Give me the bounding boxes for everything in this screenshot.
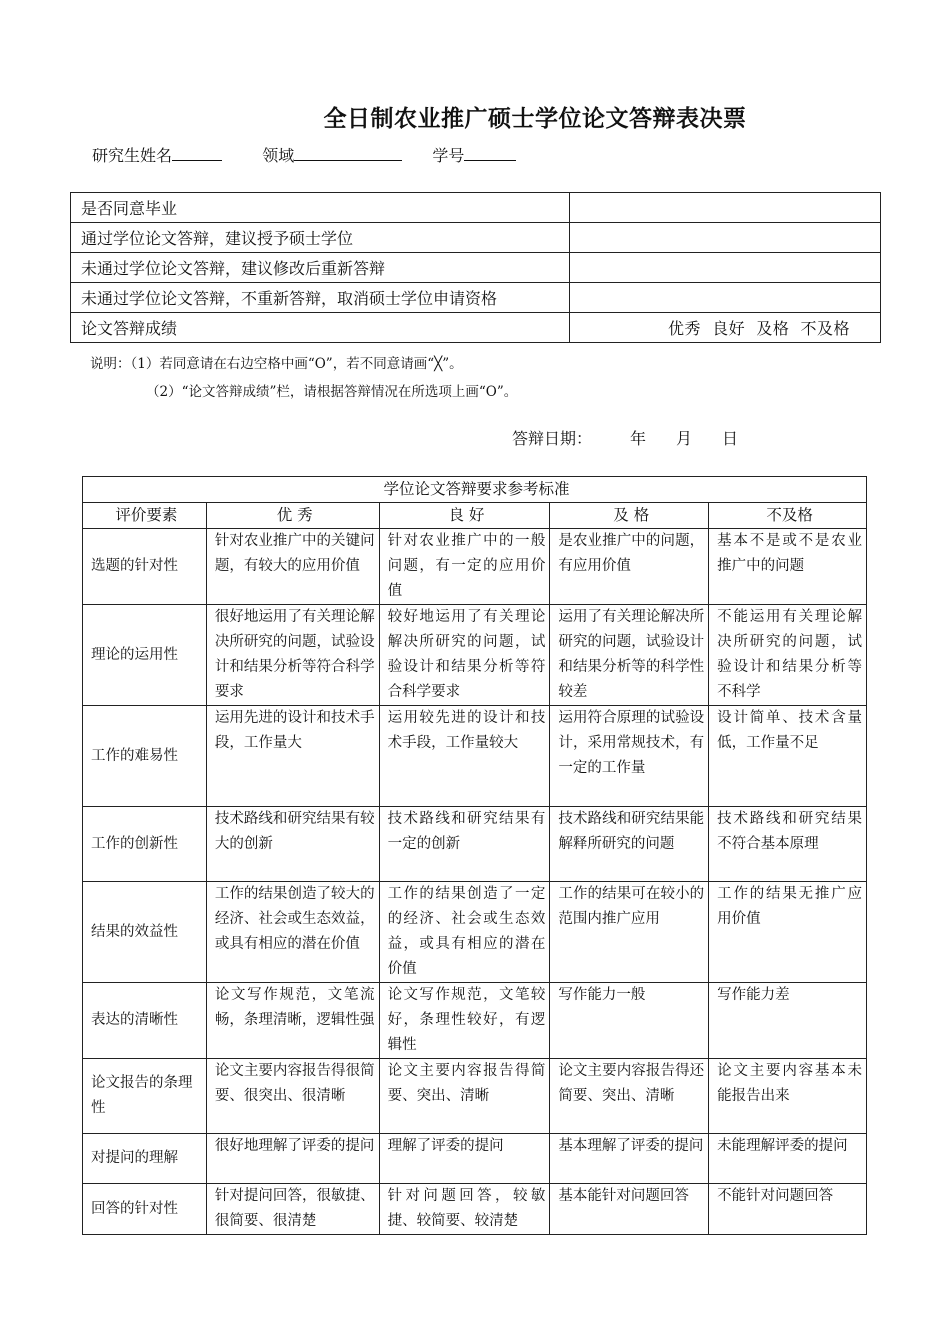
fail-cell: 未能理解评委的提问 [709,1134,867,1184]
excellent-cell: 很好地理解了评委的提问 [206,1134,379,1184]
grade-options[interactable]: 优秀 良好 及格 不及格 [570,313,881,343]
table-row [83,1184,867,1235]
standards-caption: 学位论文答辩要求参考标准 [83,477,867,503]
excellent-cell: 技术路线和研究结果有较大的创新 [206,807,379,882]
fail-cell: 设计简单、技术含量低，工作量不足 [709,706,867,807]
excellent-cell: 论文主要内容报告得很简要、很突出、很清晰 [206,1059,379,1134]
excellent-cell: 工作的结果创造了较大的经济、社会或生态效益，或具有相应的潜在价值 [206,882,379,983]
table-row [83,882,867,983]
date-year: 年 [630,429,647,448]
pass-cell: 基本能针对问题回答 [550,1184,709,1235]
vote-row [71,283,881,313]
pass-cell: 是农业推广中的问题，有应用价值 [550,529,709,605]
standards-caption-row [83,477,867,503]
excellent-cell: 针对提问回答，很敏捷、很简要、很清楚 [206,1184,379,1235]
vote-row-label: 通过学位论文答辩，建议授予硕士学位 [71,223,570,253]
good-cell: 针对农业推广中的一般问题，有一定的应用价值 [379,529,550,605]
defense-date [512,426,738,449]
vote-table [70,192,881,343]
header-criterion: 评价要素 [83,503,207,529]
field-blank[interactable] [294,144,402,161]
grade-label: 论文答辩成绩 [71,313,570,343]
criterion-cell: 工作的难易性 [83,706,207,807]
header-good: 良 好 [379,503,550,529]
fail-cell: 不能运用有关理论解决所研究的问题，试验设计和结果分析等不科学 [709,605,867,706]
criterion-cell: 工作的创新性 [83,807,207,882]
criterion-cell: 结果的效益性 [83,882,207,983]
excellent-cell: 针对农业推广中的关键问题，有较大的应用价值 [206,529,379,605]
header-fail: 不及格 [709,503,867,529]
excellent-cell: 很好地运用了有关理论解决所研究的问题，试验设计和结果分析等符合科学要求 [206,605,379,706]
name-label: 研究生姓名 [92,146,173,165]
standards-header-row [83,503,867,529]
table-row [83,983,867,1059]
vote-row [71,193,881,223]
vote-mark-cell[interactable] [570,223,881,253]
page-title: 全日制农业推广硕士学位论文答辩表决票 [323,106,747,132]
fail-cell: 写作能力差 [709,983,867,1059]
good-cell: 理解了评委的提问 [379,1134,550,1184]
standards-table [82,476,867,1235]
fail-cell: 基本不是或不是农业推广中的问题 [709,529,867,605]
vote-row [71,223,881,253]
criterion-cell: 回答的针对性 [83,1184,207,1235]
good-cell: 技术路线和研究结果有一定的创新 [379,807,550,882]
table-row [83,706,867,807]
good-cell: 工作的结果创造了一定的经济、社会或生态效益，或具有相应的潜在价值 [379,882,550,983]
pass-cell: 运用了有关理论解决所研究的问题，试验设计和结果分析等的科学性较差 [550,605,709,706]
pass-cell: 论文主要内容报告得还简要、突出、清晰 [550,1059,709,1134]
date-day: 日 [722,429,739,448]
vote-mark-cell[interactable] [570,193,881,223]
pass-cell: 基本理解了评委的提问 [550,1134,709,1184]
criterion-cell: 表达的清晰性 [83,983,207,1059]
criterion-cell: 对提问的理解 [83,1134,207,1184]
student-info-line [92,143,516,166]
good-cell: 运用较先进的设计和技术手段，工作量较大 [379,706,550,807]
table-row [83,1059,867,1134]
field-label: 领域 [262,146,295,165]
fail-cell: 技术路线和研究结果不符合基本原理 [709,807,867,882]
excellent-cell: 论文写作规范，文笔流畅，条理清晰，逻辑性强 [206,983,379,1059]
good-cell: 较好地运用了有关理论解决所研究的问题，试验设计和结果分析等符合科学要求 [379,605,550,706]
vote-row-label: 未通过学位论文答辩，建议修改后重新答辩 [71,253,570,283]
pass-cell: 技术路线和研究结果能解释所研究的问题 [550,807,709,882]
header-pass: 及 格 [550,503,709,529]
vote-row-label: 未通过学位论文答辩，不重新答辩，取消硕士学位申请资格 [71,283,570,313]
vote-row [71,253,881,283]
table-row [83,807,867,882]
header-excellent: 优 秀 [206,503,379,529]
id-blank[interactable] [464,144,516,161]
good-cell: 论文主要内容报告得简要、突出、清晰 [379,1059,550,1134]
id-label: 学号 [432,146,465,165]
table-row [83,605,867,706]
vote-row-label: 是否同意毕业 [71,193,570,223]
vote-mark-cell[interactable] [570,283,881,313]
table-row [83,529,867,605]
date-month: 月 [676,429,693,448]
fail-cell: 工作的结果无推广应用价值 [709,882,867,983]
note-2: （2）“论文答辩成绩”栏，请根据答辩情况在所选项上画“O”。 [146,384,518,400]
pass-cell: 工作的结果可在较小的范围内推广应用 [550,882,709,983]
criterion-cell: 选题的针对性 [83,529,207,605]
fail-cell: 论文主要内容基本未能报告出来 [709,1059,867,1134]
grade-row [71,313,881,343]
criterion-cell: 论文报告的条理性 [83,1059,207,1134]
name-blank[interactable] [172,144,222,161]
criterion-cell: 理论的运用性 [83,605,207,706]
note-1: 说明：（1）若同意请在右边空格中画“O”，若不同意请画“╳”。 [90,356,463,372]
pass-cell: 写作能力一般 [550,983,709,1059]
vote-mark-cell[interactable] [570,253,881,283]
good-cell: 针对问题回答，较敏捷、较简要、较清楚 [379,1184,550,1235]
good-cell: 论文写作规范，文笔较好，条理性较好，有逻辑性 [379,983,550,1059]
pass-cell: 运用符合原理的试验设计，采用常规技术，有一定的工作量 [550,706,709,807]
excellent-cell: 运用先进的设计和技术手段，工作量大 [206,706,379,807]
date-label: 答辩日期： [512,429,593,448]
fail-cell: 不能针对问题回答 [709,1184,867,1235]
table-row [83,1134,867,1184]
